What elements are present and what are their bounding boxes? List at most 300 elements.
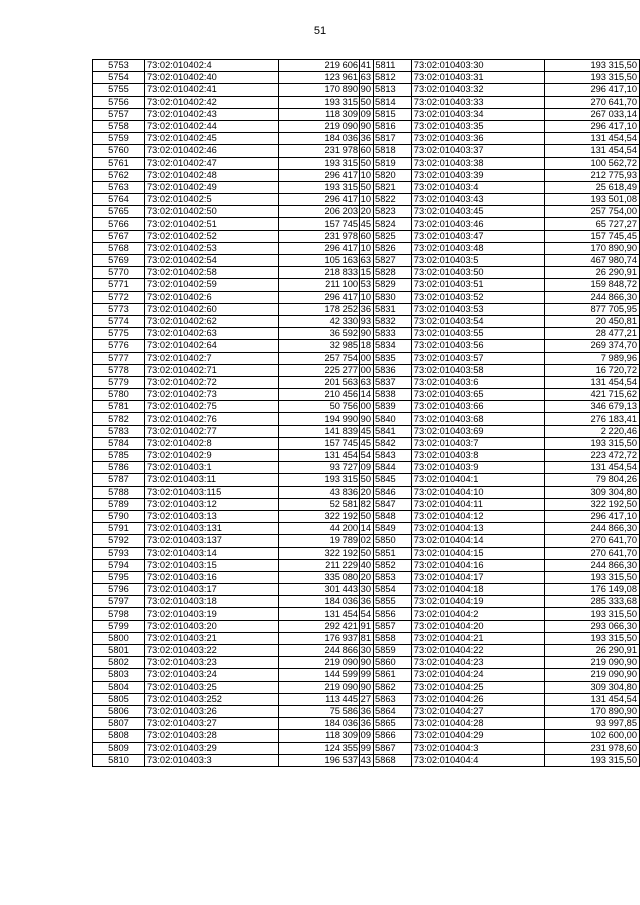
table-row <box>360 194 640 206</box>
table-row <box>93 425 374 437</box>
cadastral-number: 73:02:010403:26 <box>145 705 279 717</box>
table-row <box>93 181 374 193</box>
table-row <box>360 291 640 303</box>
cadastral-number: 73:02:010404:3 <box>411 742 545 754</box>
row-number: 5757 <box>93 108 145 120</box>
value-cell: 124 355,99 <box>279 742 374 754</box>
cadastral-number: 73:02:010402:8 <box>145 437 279 449</box>
table-row <box>360 584 640 596</box>
table-row <box>360 645 640 657</box>
row-number: 5828 <box>360 267 412 279</box>
cadastral-number: 73:02:010402:71 <box>145 364 279 376</box>
cadastral-number: 73:02:010404:16 <box>411 559 545 571</box>
table-row <box>93 657 374 669</box>
cadastral-number: 73:02:010403:29 <box>145 742 279 754</box>
value-cell: 193 315,50 <box>545 632 640 644</box>
value-cell: 301 443,30 <box>279 584 374 596</box>
value-cell: 219 090,90 <box>545 669 640 681</box>
value-cell: 193 501,08 <box>545 194 640 206</box>
row-number: 5758 <box>93 120 145 132</box>
row-number: 5772 <box>93 291 145 303</box>
table-row <box>93 632 374 644</box>
row-number: 5829 <box>360 279 412 291</box>
cadastral-number: 73:02:010403:15 <box>145 559 279 571</box>
value-cell: 270 641,70 <box>545 96 640 108</box>
table-row <box>93 157 374 169</box>
table-row <box>93 510 374 522</box>
value-cell: 257 754,00 <box>545 206 640 218</box>
cadastral-number: 73:02:010402:53 <box>145 242 279 254</box>
value-cell: 176 937,81 <box>279 632 374 644</box>
row-number: 5808 <box>93 730 145 742</box>
table-row <box>360 571 640 583</box>
table-row <box>360 486 640 498</box>
row-number: 5786 <box>93 462 145 474</box>
row-number: 5840 <box>360 413 412 425</box>
row-number: 5754 <box>93 72 145 84</box>
cadastral-number: 73:02:010402:9 <box>145 450 279 462</box>
value-cell: 79 804,26 <box>545 474 640 486</box>
row-number: 5783 <box>93 425 145 437</box>
row-number: 5777 <box>93 352 145 364</box>
table-row <box>360 450 640 462</box>
cadastral-number: 73:02:010403:38 <box>411 157 545 169</box>
cadastral-number: 73:02:010403:31 <box>411 72 545 84</box>
table-row <box>93 693 374 705</box>
value-cell: 223 472,72 <box>545 450 640 462</box>
table-row <box>93 218 374 230</box>
row-number: 5779 <box>93 376 145 388</box>
table-row <box>360 120 640 132</box>
value-cell: 52 581,82 <box>279 498 374 510</box>
cadastral-number: 73:02:010403:21 <box>145 632 279 644</box>
table-row <box>93 486 374 498</box>
value-cell: 219 090,90 <box>279 681 374 693</box>
table-row <box>93 498 374 510</box>
value-cell: 113 445,27 <box>279 693 374 705</box>
value-cell: 44 200,14 <box>279 523 374 535</box>
row-number: 5793 <box>93 547 145 559</box>
table-row <box>360 133 640 145</box>
cadastral-number: 73:02:010403:6 <box>411 376 545 388</box>
cadastral-number: 73:02:010403:50 <box>411 267 545 279</box>
cadastral-number: 73:02:010403:48 <box>411 242 545 254</box>
value-cell: 211 229,40 <box>279 559 374 571</box>
row-number: 5807 <box>93 718 145 730</box>
row-number: 5762 <box>93 169 145 181</box>
cadastral-number: 73:02:010402:40 <box>145 72 279 84</box>
value-cell: 26 290,91 <box>545 267 640 279</box>
row-number: 5780 <box>93 389 145 401</box>
row-number: 5759 <box>93 133 145 145</box>
table-row <box>360 742 640 754</box>
value-cell: 16 720,72 <box>545 364 640 376</box>
left-table-body <box>93 60 374 767</box>
value-cell: 93 997,85 <box>545 718 640 730</box>
table-row <box>360 145 640 157</box>
row-number: 5817 <box>360 133 412 145</box>
row-number: 5800 <box>93 632 145 644</box>
cadastral-number: 73:02:010402:47 <box>145 157 279 169</box>
value-cell: 211 100,53 <box>279 279 374 291</box>
value-cell: 296 417,10 <box>545 84 640 96</box>
table-row <box>360 620 640 632</box>
row-number: 5867 <box>360 742 412 754</box>
table-row <box>93 315 374 327</box>
row-number: 5784 <box>93 437 145 449</box>
cadastral-number: 73:02:010404:12 <box>411 510 545 522</box>
row-number: 5845 <box>360 474 412 486</box>
value-cell: 210 456,14 <box>279 389 374 401</box>
cadastral-number: 73:02:010403:137 <box>145 535 279 547</box>
value-cell: 50 756,00 <box>279 401 374 413</box>
row-number: 5761 <box>93 157 145 169</box>
cadastral-number: 73:02:010403:1 <box>145 462 279 474</box>
table-row <box>93 364 374 376</box>
row-number: 5787 <box>93 474 145 486</box>
row-number: 5769 <box>93 255 145 267</box>
table-row <box>93 279 374 291</box>
value-cell: 309 304,80 <box>545 486 640 498</box>
cadastral-number: 73:02:010403:52 <box>411 291 545 303</box>
table-row <box>360 705 640 717</box>
table-row <box>360 315 640 327</box>
cadastral-number: 73:02:010404:2 <box>411 608 545 620</box>
table-row <box>360 632 640 644</box>
cadastral-number: 73:02:010404:27 <box>411 705 545 717</box>
table-row <box>360 181 640 193</box>
row-number: 5819 <box>360 157 412 169</box>
table-row <box>93 169 374 181</box>
cadastral-number: 73:02:010403:32 <box>411 84 545 96</box>
cadastral-number: 73:02:010404:10 <box>411 486 545 498</box>
value-cell: 170 890,90 <box>279 84 374 96</box>
value-cell: 225 277,00 <box>279 364 374 376</box>
table-row <box>360 364 640 376</box>
value-cell: 296 417,10 <box>279 242 374 254</box>
table-row <box>93 328 374 340</box>
table-row <box>93 523 374 535</box>
row-number: 5794 <box>93 559 145 571</box>
table-row <box>360 437 640 449</box>
cadastral-number: 73:02:010403:14 <box>145 547 279 559</box>
row-number: 5773 <box>93 303 145 315</box>
row-number: 5778 <box>93 364 145 376</box>
value-cell: 42 330,93 <box>279 315 374 327</box>
row-number: 5811 <box>360 60 412 72</box>
table-row <box>93 437 374 449</box>
row-number: 5820 <box>360 169 412 181</box>
cadastral-number: 73:02:010403:66 <box>411 401 545 413</box>
value-cell: 276 183,41 <box>545 413 640 425</box>
cadastral-number: 73:02:010402:49 <box>145 181 279 193</box>
value-cell: 212 775,93 <box>545 169 640 181</box>
row-number: 5815 <box>360 108 412 120</box>
cadastral-number: 73:02:010404:15 <box>411 547 545 559</box>
row-number: 5832 <box>360 315 412 327</box>
row-number: 5865 <box>360 718 412 730</box>
cadastral-number: 73:02:010403:18 <box>145 596 279 608</box>
value-cell: 244 866,30 <box>545 523 640 535</box>
table-row <box>360 462 640 474</box>
table-row <box>93 669 374 681</box>
cadastral-number: 73:02:010402:59 <box>145 279 279 291</box>
value-cell: 178 252,36 <box>279 303 374 315</box>
table-row <box>360 267 640 279</box>
value-cell: 269 374,70 <box>545 340 640 352</box>
cadastral-number: 73:02:010403:43 <box>411 194 545 206</box>
value-cell: 231 978,60 <box>279 230 374 242</box>
cadastral-number: 73:02:010402:45 <box>145 133 279 145</box>
table-row <box>360 279 640 291</box>
table-row <box>360 608 640 620</box>
row-number: 5765 <box>93 206 145 218</box>
row-number: 5868 <box>360 754 412 766</box>
table-row <box>93 547 374 559</box>
cadastral-number: 73:02:010403:25 <box>145 681 279 693</box>
row-number: 5801 <box>93 645 145 657</box>
row-number: 5816 <box>360 120 412 132</box>
row-number: 5771 <box>93 279 145 291</box>
row-number: 5799 <box>93 620 145 632</box>
value-cell: 131 454,54 <box>545 145 640 157</box>
cadastral-number: 73:02:010403:3 <box>145 754 279 766</box>
row-number: 5814 <box>360 96 412 108</box>
cadastral-number: 73:02:010404:17 <box>411 571 545 583</box>
row-number: 5823 <box>360 206 412 218</box>
value-cell: 206 203,20 <box>279 206 374 218</box>
table-row <box>360 596 640 608</box>
table-row <box>360 547 640 559</box>
row-number: 5770 <box>93 267 145 279</box>
row-number: 5852 <box>360 559 412 571</box>
value-cell: 219 090,90 <box>279 120 374 132</box>
row-number: 5804 <box>93 681 145 693</box>
cadastral-number: 73:02:010403:17 <box>145 584 279 596</box>
table-row <box>93 242 374 254</box>
cadastral-number: 73:02:010402:73 <box>145 389 279 401</box>
value-cell: 270 641,70 <box>545 535 640 547</box>
value-cell: 296 417,10 <box>279 169 374 181</box>
row-number: 5847 <box>360 498 412 510</box>
table-row <box>360 401 640 413</box>
cadastral-number: 73:02:010402:58 <box>145 267 279 279</box>
cadastral-number: 73:02:010404:21 <box>411 632 545 644</box>
value-cell: 309 304,80 <box>545 681 640 693</box>
row-number: 5835 <box>360 352 412 364</box>
row-number: 5853 <box>360 571 412 583</box>
row-number: 5837 <box>360 376 412 388</box>
cadastral-number: 73:02:010404:13 <box>411 523 545 535</box>
value-cell: 244 866,30 <box>545 291 640 303</box>
value-cell: 157 745,45 <box>279 437 374 449</box>
value-cell: 231 978,60 <box>279 145 374 157</box>
table-row <box>93 571 374 583</box>
table-row <box>360 474 640 486</box>
row-number: 5795 <box>93 571 145 583</box>
row-number: 5813 <box>360 84 412 96</box>
value-cell: 257 754,00 <box>279 352 374 364</box>
cadastral-number: 73:02:010403:16 <box>145 571 279 583</box>
value-cell: 131 454,54 <box>279 450 374 462</box>
value-cell: 75 586,36 <box>279 705 374 717</box>
row-number: 5818 <box>360 145 412 157</box>
row-number: 5864 <box>360 705 412 717</box>
cadastral-number: 73:02:010403:28 <box>145 730 279 742</box>
table-row <box>360 72 640 84</box>
row-number: 5782 <box>93 413 145 425</box>
row-number: 5833 <box>360 328 412 340</box>
cadastral-number: 73:02:010403:55 <box>411 328 545 340</box>
cadastral-number: 73:02:010404:19 <box>411 596 545 608</box>
table-row <box>93 267 374 279</box>
row-number: 5790 <box>93 510 145 522</box>
cadastral-number: 73:02:010404:29 <box>411 730 545 742</box>
value-cell: 219 606,41 <box>279 60 374 72</box>
cadastral-number: 73:02:010403:57 <box>411 352 545 364</box>
value-cell: 193 315,50 <box>545 754 640 766</box>
row-number: 5863 <box>360 693 412 705</box>
value-cell: 285 333,68 <box>545 596 640 608</box>
value-cell: 193 315,50 <box>545 437 640 449</box>
table-row <box>360 498 640 510</box>
cadastral-number: 73:02:010403:69 <box>411 425 545 437</box>
row-number: 5860 <box>360 657 412 669</box>
value-cell: 131 454,54 <box>279 608 374 620</box>
cadastral-number: 73:02:010403:20 <box>145 620 279 632</box>
table-row <box>93 596 374 608</box>
cadastral-number: 73:02:010402:43 <box>145 108 279 120</box>
table-row <box>360 255 640 267</box>
row-number: 5792 <box>93 535 145 547</box>
row-number: 5805 <box>93 693 145 705</box>
table-row <box>93 608 374 620</box>
cadastral-number: 73:02:010403:22 <box>145 645 279 657</box>
cadastral-number: 73:02:010403:33 <box>411 96 545 108</box>
table-row <box>360 157 640 169</box>
table-row <box>360 510 640 522</box>
value-cell: 118 309,09 <box>279 108 374 120</box>
table-row <box>93 401 374 413</box>
cadastral-number: 73:02:010403:11 <box>145 474 279 486</box>
value-cell: 102 600,00 <box>545 730 640 742</box>
row-number: 5858 <box>360 632 412 644</box>
value-cell: 194 990,90 <box>279 413 374 425</box>
row-number: 5766 <box>93 218 145 230</box>
table-row <box>360 376 640 388</box>
table-row <box>93 230 374 242</box>
cadastral-number: 73:02:010404:14 <box>411 535 545 547</box>
cadastral-number: 73:02:010402:7 <box>145 352 279 364</box>
value-cell: 193 315,50 <box>545 60 640 72</box>
table-row <box>360 169 640 181</box>
table-row <box>93 60 374 72</box>
value-cell: 193 315,50 <box>545 571 640 583</box>
table-row <box>360 340 640 352</box>
row-number: 5854 <box>360 584 412 596</box>
row-number: 5812 <box>360 72 412 84</box>
cadastral-number: 73:02:010403:115 <box>145 486 279 498</box>
value-cell: 201 563,63 <box>279 376 374 388</box>
cadastral-number: 73:02:010404:28 <box>411 718 545 730</box>
page-number: 51 <box>313 25 327 37</box>
row-number: 5798 <box>93 608 145 620</box>
cadastral-number: 73:02:010404:22 <box>411 645 545 657</box>
table-row <box>360 754 640 766</box>
table-row <box>93 742 374 754</box>
value-cell: 292 421,91 <box>279 620 374 632</box>
value-cell: 105 163,63 <box>279 255 374 267</box>
value-cell: 26 290,91 <box>545 645 640 657</box>
value-cell: 293 066,30 <box>545 620 640 632</box>
cadastral-number: 73:02:010403:51 <box>411 279 545 291</box>
row-number: 5822 <box>360 194 412 206</box>
cadastral-number: 73:02:010404:25 <box>411 681 545 693</box>
row-number: 5776 <box>93 340 145 352</box>
row-number: 5802 <box>93 657 145 669</box>
value-cell: 184 036,36 <box>279 133 374 145</box>
value-cell: 467 980,74 <box>545 255 640 267</box>
table-row <box>93 145 374 157</box>
value-cell: 32 985,18 <box>279 340 374 352</box>
row-number: 5809 <box>93 742 145 754</box>
value-cell: 20 450,81 <box>545 315 640 327</box>
cadastral-number: 73:02:010403:36 <box>411 133 545 145</box>
row-number: 5756 <box>93 96 145 108</box>
cadastral-number: 73:02:010403:27 <box>145 718 279 730</box>
value-cell: 335 080,20 <box>279 571 374 583</box>
table-row <box>360 60 640 72</box>
value-cell: 2 220,46 <box>545 425 640 437</box>
value-cell: 170 890,90 <box>545 242 640 254</box>
table-row <box>93 620 374 632</box>
table-row <box>360 523 640 535</box>
cadastral-number: 73:02:010403:39 <box>411 169 545 181</box>
value-cell: 184 036,36 <box>279 718 374 730</box>
table-row <box>360 218 640 230</box>
value-cell: 322 192,50 <box>545 498 640 510</box>
value-cell: 25 618,49 <box>545 181 640 193</box>
row-number: 5851 <box>360 547 412 559</box>
cadastral-number: 73:02:010403:46 <box>411 218 545 230</box>
cadastral-number: 73:02:010402:48 <box>145 169 279 181</box>
row-number: 5764 <box>93 194 145 206</box>
cadastral-number: 73:02:010402:77 <box>145 425 279 437</box>
row-number: 5755 <box>93 84 145 96</box>
value-cell: 131 454,54 <box>545 376 640 388</box>
row-number: 5824 <box>360 218 412 230</box>
row-number: 5831 <box>360 303 412 315</box>
left-table <box>92 59 374 767</box>
cadastral-number: 73:02:010403:56 <box>411 340 545 352</box>
table-row <box>93 194 374 206</box>
value-cell: 100 562,72 <box>545 157 640 169</box>
cadastral-number: 73:02:010404:4 <box>411 754 545 766</box>
cadastral-number: 73:02:010403:58 <box>411 364 545 376</box>
cadastral-number: 73:02:010403:19 <box>145 608 279 620</box>
table-row <box>93 291 374 303</box>
table-row <box>360 535 640 547</box>
table-row <box>93 681 374 693</box>
table-row <box>360 669 640 681</box>
row-number: 5827 <box>360 255 412 267</box>
cadastral-number: 73:02:010402:5 <box>145 194 279 206</box>
row-number: 5775 <box>93 328 145 340</box>
cadastral-number: 73:02:010404:1 <box>411 474 545 486</box>
table-row <box>360 96 640 108</box>
cadastral-number: 73:02:010402:52 <box>145 230 279 242</box>
value-cell: 118 309,09 <box>279 730 374 742</box>
